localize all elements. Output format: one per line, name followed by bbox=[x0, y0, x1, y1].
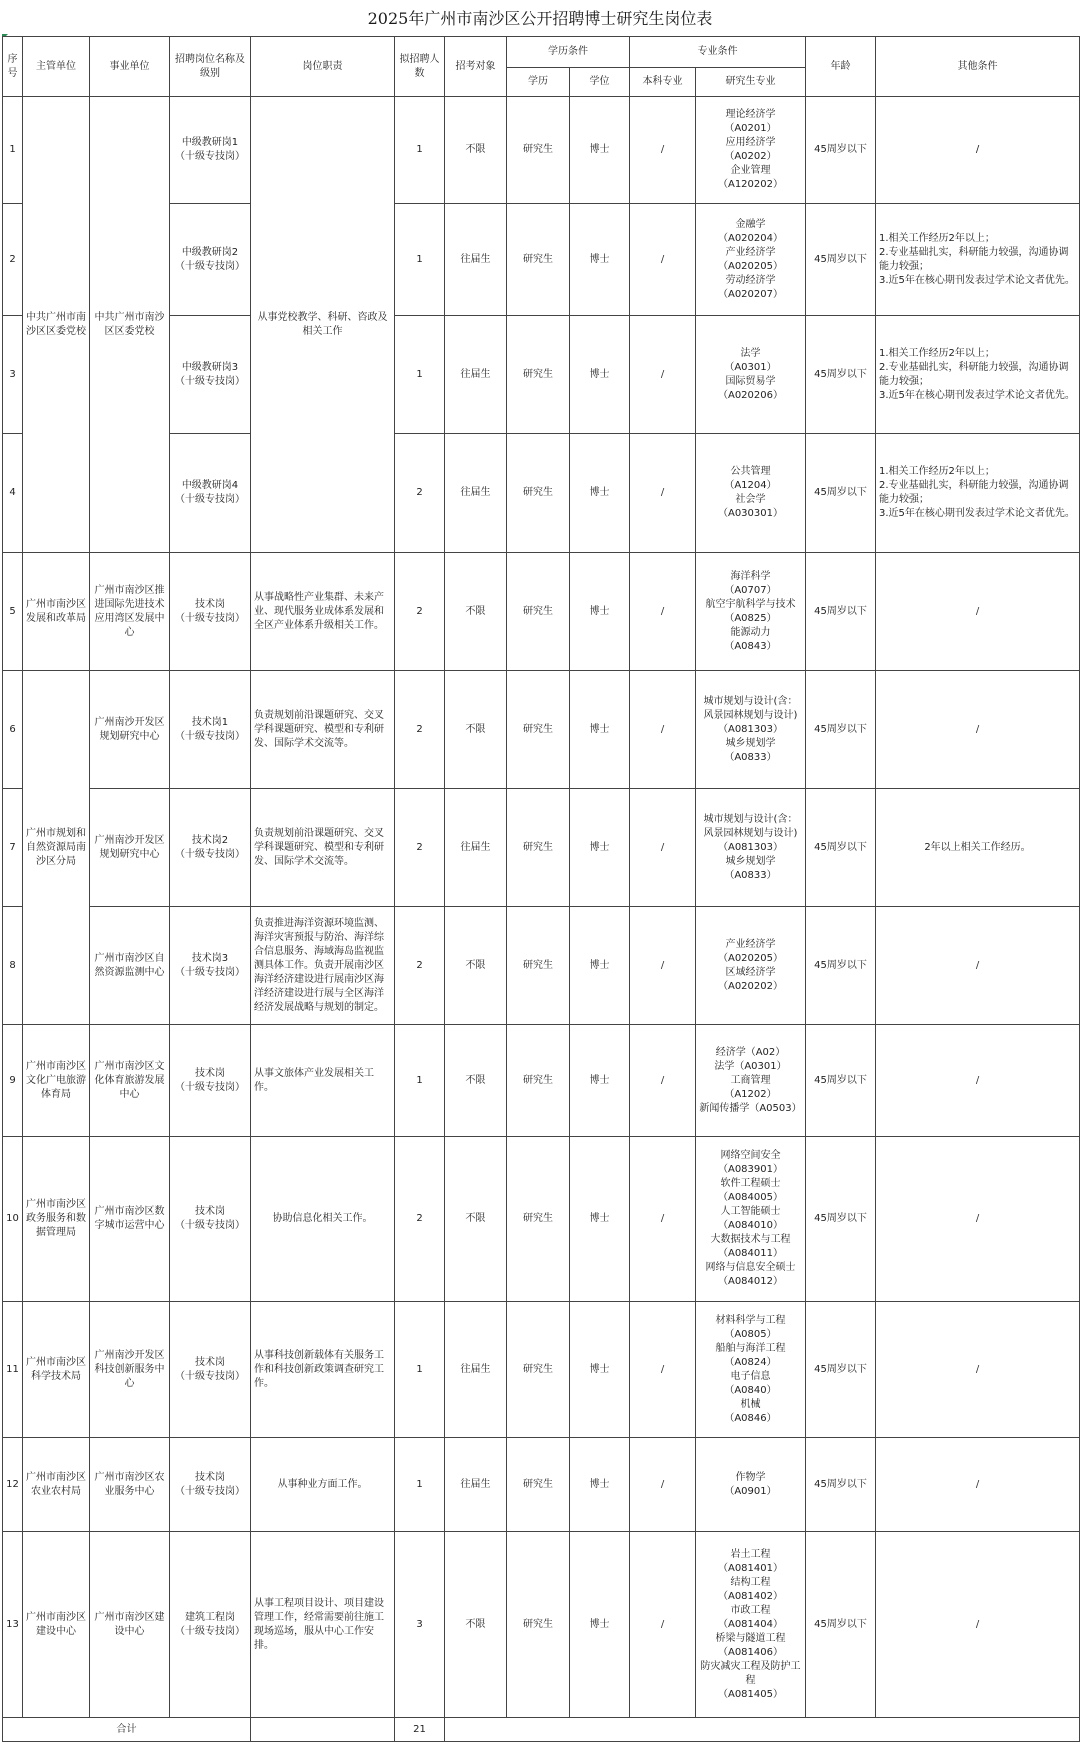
cell-duty: 从事科技创新载体有关服务工作和科技创新政策调查研究工作。 bbox=[251, 1302, 395, 1438]
cell-unit: 广州南沙开发区规划研究中心 bbox=[90, 671, 170, 789]
cell-other: / bbox=[876, 671, 1080, 789]
cell-target: 往届生 bbox=[445, 1438, 507, 1532]
cell-duty: 从事工程项目设计、项目建设管理工作，经常需要前往施工现场巡场，服从中心工作安排。 bbox=[251, 1532, 395, 1718]
cell-seq: 6 bbox=[3, 671, 23, 789]
cell-edu: 研究生 bbox=[507, 1302, 570, 1438]
cell-count: 1 bbox=[395, 204, 445, 316]
cell-degree: 博士 bbox=[570, 1438, 630, 1532]
cell-position: 技术岗2 （十级专技岗） bbox=[170, 789, 251, 907]
cell-grad-major: 公共管理 （A1204） 社会学 （A030301） bbox=[696, 434, 806, 553]
cell-other: / bbox=[876, 97, 1080, 204]
cell-ug-major: / bbox=[630, 1302, 696, 1438]
cell-ug-major: / bbox=[630, 671, 696, 789]
cell-count: 2 bbox=[395, 671, 445, 789]
cell-duty: 从事党校教学、科研、咨政及相关工作 bbox=[251, 97, 395, 553]
cell-count: 1 bbox=[395, 97, 445, 204]
cell-position: 技术岗 （十级专技岗） bbox=[170, 1438, 251, 1532]
cell-ug-major: / bbox=[630, 553, 696, 671]
cell-duty: 从事战略性产业集群、未来产业、现代服务业成体系发展和全区产业体系升级相关工作。 bbox=[251, 553, 395, 671]
cell-other: / bbox=[876, 1438, 1080, 1532]
cell-degree: 博士 bbox=[570, 316, 630, 434]
cell-duty: 负责规划前沿课题研究、交叉学科课题研究、模型和专利研发、国际学术交流等。 bbox=[251, 671, 395, 789]
cell-count: 2 bbox=[395, 434, 445, 553]
header-duty: 岗位职责 bbox=[251, 37, 395, 97]
cell-grad-major: 经济学（A02） 法学（A0301） 工商管理 （A1202） 新闻传播学（A0503） bbox=[696, 1025, 806, 1137]
cell-target: 不限 bbox=[445, 1532, 507, 1718]
cell-other: / bbox=[876, 907, 1080, 1025]
page-title: 2025年广州市南沙区公开招聘博士研究生岗位表 bbox=[367, 9, 713, 28]
cell-edu: 研究生 bbox=[507, 553, 570, 671]
cell-edu: 研究生 bbox=[507, 1438, 570, 1532]
cell-target: 不限 bbox=[445, 907, 507, 1025]
cell-dept: 广州市南沙区发展和改革局 bbox=[23, 553, 90, 671]
cell-seq: 4 bbox=[3, 434, 23, 553]
cell-ug-major: / bbox=[630, 1137, 696, 1302]
cell-target: 不限 bbox=[445, 97, 507, 204]
cell-ug-major: / bbox=[630, 434, 696, 553]
cell-position: 建筑工程岗 （十级专技岗） bbox=[170, 1532, 251, 1718]
cell-position: 技术岗 （十级专技岗） bbox=[170, 553, 251, 671]
header-count: 拟招聘人数 bbox=[395, 37, 445, 97]
cell-grad-major: 法学 （A0301） 国际贸易学 （A020206） bbox=[696, 316, 806, 434]
cell-dept: 广州市南沙区建设中心 bbox=[23, 1532, 90, 1718]
cell-unit: 广州市南沙区数字城市运营中心 bbox=[90, 1137, 170, 1302]
cell-ug-major: / bbox=[630, 316, 696, 434]
cell-grad-major: 海洋科学 （A0707） 航空宇航科学与技术 （A0825） 能源动力 （A0843） bbox=[696, 553, 806, 671]
cell-grad-major: 理论经济学 （A0201） 应用经济学 （A0202） 企业管理 （A120202） bbox=[696, 97, 806, 204]
cell-edu: 研究生 bbox=[507, 434, 570, 553]
cell-grad-major: 岩土工程 （A081401） 结构工程 （A081402） 市政工程 （A081404） 桥梁与隧道工程 （A081406） 防灾减灾工程及防护工程 （A081405） bbox=[696, 1532, 806, 1718]
cell-age: 45周岁以下 bbox=[806, 316, 876, 434]
cell-age: 45周岁以下 bbox=[806, 204, 876, 316]
cell-count: 2 bbox=[395, 1137, 445, 1302]
cell-target: 往届生 bbox=[445, 1302, 507, 1438]
cell-count: 3 bbox=[395, 1532, 445, 1718]
cell-target: 不限 bbox=[445, 553, 507, 671]
cell-dept: 广州市南沙区科学技术局 bbox=[23, 1302, 90, 1438]
cell-unit: 广州市南沙区推进国际先进技术应用湾区发展中心 bbox=[90, 553, 170, 671]
cell-age: 45周岁以下 bbox=[806, 907, 876, 1025]
cell-seq: 13 bbox=[3, 1532, 23, 1718]
cell-target: 往届生 bbox=[445, 434, 507, 553]
table-row bbox=[3, 97, 1080, 204]
cell-target: 往届生 bbox=[445, 789, 507, 907]
cell-grad-major: 材料科学与工程 （A0805） 船舶与海洋工程 （A0824） 电子信息 （A0840） 机械 （A0846） bbox=[696, 1302, 806, 1438]
cell-seq: 5 bbox=[3, 553, 23, 671]
header-grad-major: 研究生专业 bbox=[696, 68, 806, 97]
cell-other: / bbox=[876, 1532, 1080, 1718]
header-degree: 学位 bbox=[570, 68, 630, 97]
cell-seq: 2 bbox=[3, 204, 23, 316]
cell-unit: 广州南沙开发区规划研究中心 bbox=[90, 789, 170, 907]
cell-age: 45周岁以下 bbox=[806, 1025, 876, 1137]
cell-edu: 研究生 bbox=[507, 671, 570, 789]
cell-ug-major: / bbox=[630, 907, 696, 1025]
cell-count: 1 bbox=[395, 1438, 445, 1532]
cell-degree: 博士 bbox=[570, 907, 630, 1025]
cell-ug-major: / bbox=[630, 204, 696, 316]
cell-seq: 8 bbox=[3, 907, 23, 1025]
cell-count: 1 bbox=[395, 316, 445, 434]
cell-position: 技术岗 （十级专技岗） bbox=[170, 1137, 251, 1302]
cell-position: 中级教研岗3 （十级专技岗） bbox=[170, 316, 251, 434]
cell-unit: 广州市南沙区建设中心 bbox=[90, 1532, 170, 1718]
cell-other: 1.相关工作经历2年以上； 2.专业基础扎实，科研能力较强，沟通协调能力较强； 3.近5年在核心期刊发表过学术论文者优先。 bbox=[876, 316, 1080, 434]
cell-degree: 博士 bbox=[570, 671, 630, 789]
cell-duty: 负责规划前沿课题研究、交叉学科课题研究、模型和专利研发、国际学术交流等。 bbox=[251, 789, 395, 907]
cell-age: 45周岁以下 bbox=[806, 789, 876, 907]
cell-edu: 研究生 bbox=[507, 316, 570, 434]
cell-count: 2 bbox=[395, 789, 445, 907]
cell-age: 45周岁以下 bbox=[806, 1438, 876, 1532]
header-position: 招聘岗位名称及级别 bbox=[170, 37, 251, 97]
cell-edu: 研究生 bbox=[507, 789, 570, 907]
cell-position: 中级教研岗4 （十级专技岗） bbox=[170, 434, 251, 553]
cell-position: 技术岗 （十级专技岗） bbox=[170, 1025, 251, 1137]
cell-degree: 博士 bbox=[570, 789, 630, 907]
cell-position: 技术岗3 （十级专技岗） bbox=[170, 907, 251, 1025]
cell-dept: 广州市南沙区文化广电旅游体育局 bbox=[23, 1025, 90, 1137]
cell-unit: 中共广州市南沙区区委党校 bbox=[90, 97, 170, 553]
cell-seq: 12 bbox=[3, 1438, 23, 1532]
header-age: 年龄 bbox=[806, 37, 876, 97]
header-other: 其他条件 bbox=[876, 37, 1080, 97]
header-ug-major: 本科专业 bbox=[630, 68, 696, 97]
cell-other: 1.相关工作经历2年以上； 2.专业基础扎实，科研能力较强，沟通协调能力较强； 3.近5年在核心期刊发表过学术论文者优先。 bbox=[876, 204, 1080, 316]
cell-edu: 研究生 bbox=[507, 97, 570, 204]
cell-position: 技术岗1 （十级专技岗） bbox=[170, 671, 251, 789]
table-row bbox=[3, 789, 1080, 907]
cell-unit: 广州市南沙区农业服务中心 bbox=[90, 1438, 170, 1532]
cell-edu: 研究生 bbox=[507, 907, 570, 1025]
cell-degree: 博士 bbox=[570, 434, 630, 553]
cell-age: 45周岁以下 bbox=[806, 97, 876, 204]
cell-degree: 博士 bbox=[570, 1137, 630, 1302]
cell-ug-major: / bbox=[630, 1532, 696, 1718]
cell-age: 45周岁以下 bbox=[806, 1137, 876, 1302]
cell-unit: 广州市南沙区文化体育旅游发展中心 bbox=[90, 1025, 170, 1137]
cell-ug-major: / bbox=[630, 1025, 696, 1137]
table-row bbox=[3, 1302, 1080, 1438]
table-row bbox=[3, 1025, 1080, 1137]
cell-duty: 从事文旅体产业发展相关工作。 bbox=[251, 1025, 395, 1137]
table-row bbox=[3, 1532, 1080, 1718]
cell-position: 中级教研岗1 （十级专技岗） bbox=[170, 97, 251, 204]
cell-seq: 1 bbox=[3, 97, 23, 204]
cell-grad-major: 作物学 （A0901） bbox=[696, 1438, 806, 1532]
table-row bbox=[3, 671, 1080, 789]
cell-seq: 9 bbox=[3, 1025, 23, 1137]
cell-count: 1 bbox=[395, 1025, 445, 1137]
cell-dept: 广州市南沙区政务服务和数据管理局 bbox=[23, 1137, 90, 1302]
cell-position: 中级教研岗2 （十级专技岗） bbox=[170, 204, 251, 316]
cell-ug-major: / bbox=[630, 1438, 696, 1532]
cell-ug-major: / bbox=[630, 97, 696, 204]
cell-grad-major: 城市规划与设计(含：风景园林规划与设计) （A081303） 城乡规划学 （A0833） bbox=[696, 671, 806, 789]
cell-grad-major: 金融学 （A020204） 产业经济学 （A020205） 劳动经济学 （A020207） bbox=[696, 204, 806, 316]
header-edu-group: 学历条件 bbox=[507, 37, 630, 68]
cell-unit: 广州市南沙区自然资源监测中心 bbox=[90, 907, 170, 1025]
cell-degree: 博士 bbox=[570, 1532, 630, 1718]
cell-grad-major: 产业经济学 （A020205） 区域经济学 （A020202） bbox=[696, 907, 806, 1025]
table-row bbox=[3, 907, 1080, 1025]
cell-other: / bbox=[876, 1137, 1080, 1302]
cell-age: 45周岁以下 bbox=[806, 1532, 876, 1718]
cell-grad-major: 城市规划与设计(含：风景园林规划与设计) （A081303） 城乡规划学 （A0833） bbox=[696, 789, 806, 907]
cell-edu: 研究生 bbox=[507, 1025, 570, 1137]
header-target: 招考对象 bbox=[445, 37, 507, 97]
table-row bbox=[3, 553, 1080, 671]
total-label: 合计 bbox=[3, 1718, 251, 1742]
cell-grad-major: 网络空间安全 （A083901） 软件工程硕士 （A084005） 人工智能硕士 （A084010） 大数据技术与工程 （A084011） 网络与信息安全硕士 （A084012） bbox=[696, 1137, 806, 1302]
cell-ug-major: / bbox=[630, 789, 696, 907]
cell-count: 1 bbox=[395, 1302, 445, 1438]
cell-count: 2 bbox=[395, 907, 445, 1025]
table-row bbox=[3, 1438, 1080, 1532]
cell-seq: 7 bbox=[3, 789, 23, 907]
cell-dept: 广州市规划和自然资源局南沙区分局 bbox=[23, 671, 90, 1025]
header-edu: 学历 bbox=[507, 68, 570, 97]
cell-seq: 3 bbox=[3, 316, 23, 434]
cell-duty: 负责推进海洋资源环境监测、海洋灾害预报与防治、海洋综合信息服务、海域海岛监视监测具体工作。负责开展南沙区海洋经济建设进行展南沙区海洋经济建设进行展与全区海洋经济发展战略与规划的制定。 bbox=[251, 907, 395, 1025]
cell-age: 45周岁以下 bbox=[806, 553, 876, 671]
cell-other: 1.相关工作经历2年以上； 2.专业基础扎实，科研能力较强，沟通协调能力较强； 3.近5年在核心期刊发表过学术论文者优先。 bbox=[876, 434, 1080, 553]
cell-degree: 博士 bbox=[570, 1025, 630, 1137]
cell-degree: 博士 bbox=[570, 1302, 630, 1438]
cell-seq: 11 bbox=[3, 1302, 23, 1438]
cell-edu: 研究生 bbox=[507, 1532, 570, 1718]
header-seq: 序号 bbox=[3, 37, 23, 97]
cell-position: 技术岗 （十级专技岗） bbox=[170, 1302, 251, 1438]
cell-other: 2年以上相关工作经历。 bbox=[876, 789, 1080, 907]
cell-target: 不限 bbox=[445, 1025, 507, 1137]
cell-degree: 博士 bbox=[570, 204, 630, 316]
cell-other: / bbox=[876, 1025, 1080, 1137]
total-count: 21 bbox=[395, 1718, 445, 1742]
cell-edu: 研究生 bbox=[507, 204, 570, 316]
header-unit: 事业单位 bbox=[90, 37, 170, 97]
cell-target: 不限 bbox=[445, 671, 507, 789]
cell-edu: 研究生 bbox=[507, 1137, 570, 1302]
cell-duty: 协助信息化相关工作。 bbox=[251, 1137, 395, 1302]
table-row bbox=[3, 1137, 1080, 1302]
cell-seq: 10 bbox=[3, 1137, 23, 1302]
cell-target: 不限 bbox=[445, 1137, 507, 1302]
cell-age: 45周岁以下 bbox=[806, 434, 876, 553]
header-dept: 主管单位 bbox=[23, 37, 90, 97]
cell-degree: 博士 bbox=[570, 97, 630, 204]
cell-duty: 从事种业方面工作。 bbox=[251, 1438, 395, 1532]
cell-unit: 广州南沙开发区科技创新服务中心 bbox=[90, 1302, 170, 1438]
cell-target: 往届生 bbox=[445, 204, 507, 316]
cell-other: / bbox=[876, 1302, 1080, 1438]
cell-degree: 博士 bbox=[570, 553, 630, 671]
cell-other: / bbox=[876, 553, 1080, 671]
cell-dept: 广州市南沙区农业农村局 bbox=[23, 1438, 90, 1532]
cell-count: 2 bbox=[395, 553, 445, 671]
positions-table bbox=[2, 36, 1080, 1742]
cell-age: 45周岁以下 bbox=[806, 1302, 876, 1438]
cell-age: 45周岁以下 bbox=[806, 671, 876, 789]
cell-dept: 中共广州市南沙区区委党校 bbox=[23, 97, 90, 553]
header-row-1 bbox=[3, 37, 1080, 68]
header-major-group: 专业条件 bbox=[630, 37, 806, 68]
cell-target: 往届生 bbox=[445, 316, 507, 434]
